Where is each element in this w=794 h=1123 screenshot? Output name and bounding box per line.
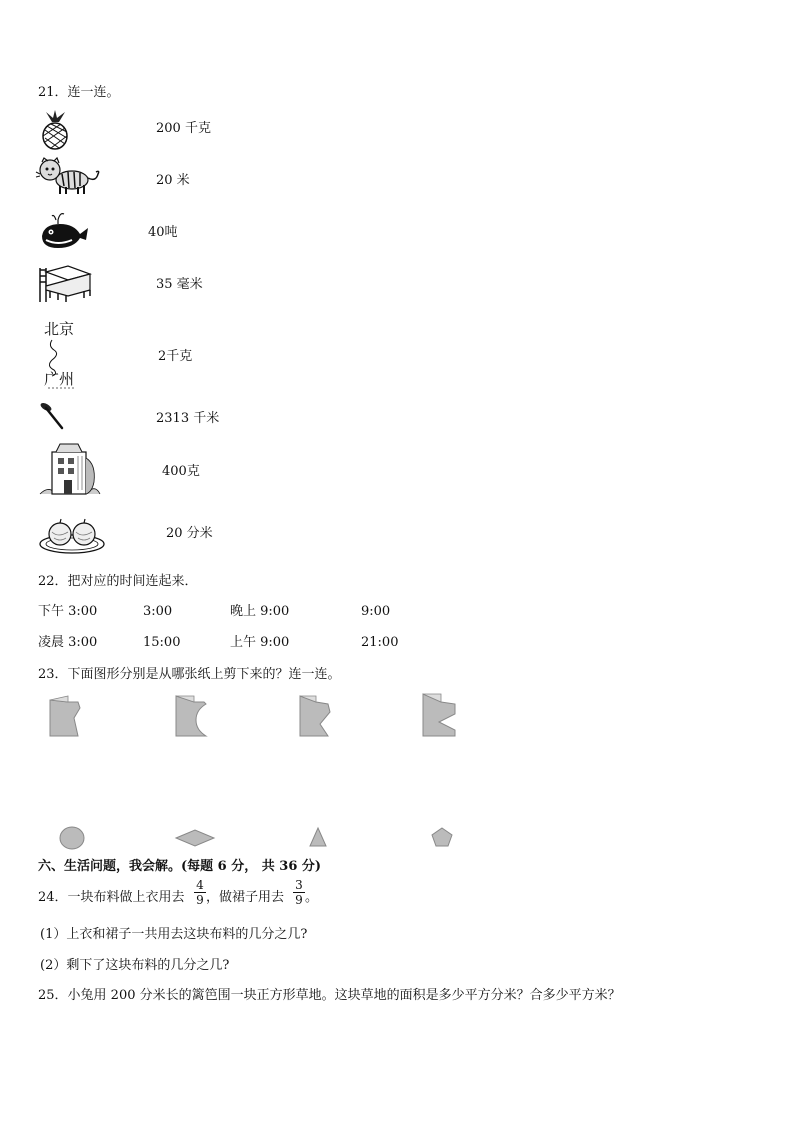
q24-frac1-den: 9 — [196, 893, 204, 907]
section6-title: 六、生活问题，我会解。(每题 6 分， 共 36 分) — [38, 859, 322, 874]
pentagon-shape — [430, 826, 454, 848]
q22-row2-col4: 21:00 — [361, 635, 399, 650]
q22-row1-col2: 3:00 — [143, 604, 173, 619]
bed-icon — [38, 262, 94, 304]
building-icon — [38, 442, 100, 498]
q22-row1-col3: 晚上 9:00 — [230, 604, 290, 619]
q21-label-3: 40吨 — [148, 225, 178, 240]
q24-suffix: 。 — [305, 890, 319, 905]
q24-sub1: (1）上衣和裙子一共用去这块布料的几分之几? — [40, 927, 308, 942]
map-guangzhou-label: 广州 — [44, 370, 75, 388]
pineapple-icon — [38, 110, 72, 150]
q25-text: 25．小兔用 200 分米长的篱笆围一块正方形草地。这块草地的面积是多少平方分米？合多少平方米？ — [38, 988, 621, 1003]
q21-label-6: 2313 千米 — [156, 411, 220, 426]
q22-title: 22．把对应的时间连起来． — [38, 574, 198, 589]
q23-title: 23．下面图形分别是从哪张纸上剪下来的？连一连。 — [38, 667, 341, 682]
q24-prefix: 24．一块布料做上衣用去 — [38, 890, 185, 905]
q24-sub2: (2）剩下了这块布料的几分之几? — [40, 958, 230, 973]
q24-middle: ，做裙子用去 — [206, 890, 285, 905]
q22-row2-col3: 上午 9:00 — [230, 635, 290, 650]
q24-fraction-1 — [194, 879, 206, 906]
circle-shape — [58, 826, 86, 850]
folded-paper-4 — [421, 692, 457, 738]
fruit-plate-icon — [38, 514, 108, 556]
q21-label-8: 20 分米 — [166, 526, 213, 541]
map-beijing-label: 北京 — [44, 320, 75, 338]
q21-label-2: 20 米 — [156, 173, 190, 188]
q21-label-4: 35 毫米 — [156, 277, 203, 292]
q22-row2-col1: 凌晨 3:00 — [38, 635, 98, 650]
q21-label-1: 200 千克 — [156, 121, 211, 136]
q21-label-5: 2千克 — [158, 349, 193, 364]
folded-paper-3 — [298, 694, 334, 738]
q21-label-7: 400克 — [162, 464, 200, 479]
q22-row1-col4: 9:00 — [361, 604, 391, 619]
folded-paper-2 — [174, 694, 210, 738]
tiger-icon — [38, 156, 102, 196]
q21-title: 21．连一连。 — [38, 85, 120, 100]
folded-paper-1 — [48, 696, 84, 738]
whale-icon — [38, 212, 90, 250]
nail-icon — [38, 402, 68, 432]
q24-frac2-num: 3 — [293, 879, 305, 893]
triangle-shape — [308, 826, 328, 848]
q22-row2-col2: 15:00 — [143, 635, 181, 650]
q24-frac2-den: 9 — [295, 893, 303, 907]
map-route-icon — [40, 318, 84, 390]
q22-row1-col1: 下午 3:00 — [38, 604, 98, 619]
q24-fraction-2 — [293, 879, 305, 906]
q24-frac1-num: 4 — [194, 879, 206, 893]
rhombus-shape — [174, 828, 216, 848]
